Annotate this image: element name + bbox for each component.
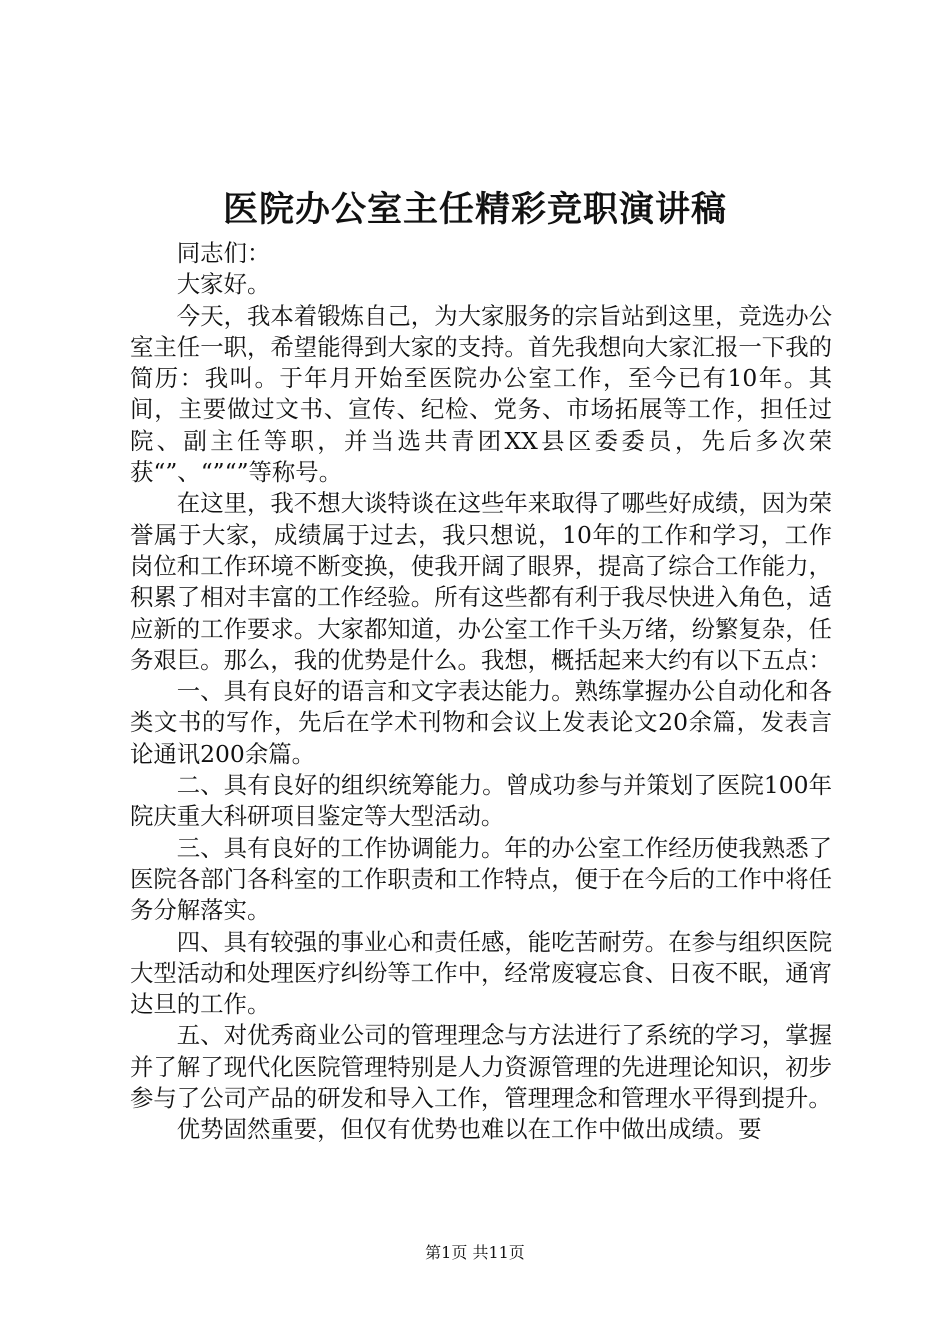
paragraph-salutation: 同志们： — [176, 239, 271, 267]
document-body — [130, 238, 832, 1146]
paragraph-strength-2: 二、具有良好的组织统筹能力。曾成功参与并策划了医院100年院庆重大科研项目鉴定等大型活动。 — [130, 771, 832, 831]
paragraph-strength-5: 五、对优秀商业公司的管理理念与方法进行了系统的学习，掌握并了解了现代化医院管理特别是人力资源管理的先进理论知识，初步参与了公司产品的研发和导入工作，管理理念和管理水平得到提升。 — [130, 1021, 832, 1113]
paragraph-experience: 在这里，我不想大谈特谈在这些年来取得了哪些好成绩，因为荣誉属于大家，成绩属于过去，我只想说，10年的工作和学习，工作岗位和工作环境不断变换，使我开阔了眼界，提高了综合工作能力，积累了相对丰富的工作经验。所有这些都有利于我尽快进入角色，适应新的工作要求。大家都知道，办公室工作千头万绪，纷繁复杂，任务艰巨。那么，我的优势是什么。我想，概括起来大约有以下五点： — [130, 489, 832, 674]
document-title: 医院办公室主任精彩竞职演讲稿 — [222, 189, 727, 230]
page-footer: 第1页 共11页 — [425, 1243, 525, 1262]
paragraph-strength-1: 一、具有良好的语言和文字表达能力。熟练掌握办公自动化和各类文书的写作，先后在学术刊物和会议上发表论文20余篇，发表言论通讯200余篇。 — [130, 677, 832, 768]
paragraph-introduction: 今天，我本着锻炼自己，为大家服务的宗旨站到这里，竞选办公室主任一职，希望能得到大家的支持。首先我想向大家汇报一下我的简历：我叫。于年月开始至医院办公室工作，至今已有10年。其间，主要做过文书、宣传、纪检、党务、市场拓展等工作，担任过院、副主任等职，并当选共青团XX县区委委员，先后多次荣获“”、“”“”等称号。 — [130, 301, 832, 487]
paragraph-continuation: 优势固然重要，但仅有优势也难以在工作中做出成绩。要 — [176, 1115, 762, 1144]
paragraph-strength-4: 四、具有较强的事业心和责任感，能吃苦耐劳。在参与组织医院大型活动和处理医疗纠纷等工作中，经常废寝忘食、日夜不眠，通宵达旦的工作。 — [130, 927, 832, 1019]
paragraph-greeting: 大家好。 — [176, 270, 271, 299]
paragraph-strength-3: 三、具有良好的工作协调能力。年的办公室工作经历使我熟悉了医院各部门各科室的工作职责和工作特点，便于在今后的工作中将任务分解落实。 — [130, 833, 832, 925]
